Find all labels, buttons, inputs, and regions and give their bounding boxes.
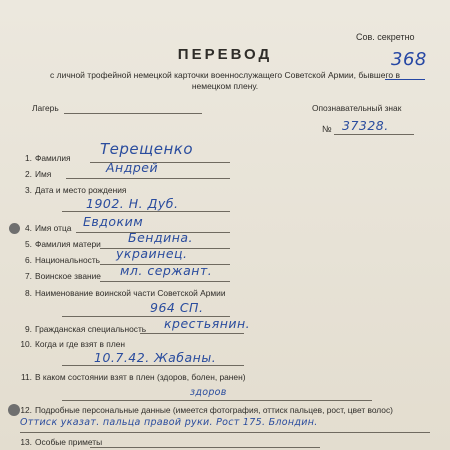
field-birth-line (62, 211, 230, 212)
field-details-label: 12. Подробные персональные данные (имеется фотография, оттиск пальцев, рост, цвет волос) (20, 405, 393, 415)
field-rank-value: мл. сержант. (120, 263, 213, 278)
tag-line (334, 134, 414, 135)
field-birth-label: 3. Дата и место рождения (25, 185, 127, 195)
punch-hole (9, 223, 20, 234)
field-profession-line (140, 333, 244, 334)
field-unit-label: 8. Наименование воинской части Советской Армии (25, 288, 226, 298)
field-marks-line (90, 447, 320, 448)
field-father-value: Евдоким (83, 214, 144, 229)
handwritten-document-number: 368 (391, 49, 427, 70)
field-captured-label: 10. Когда и где взят в плен (20, 339, 126, 349)
punch-hole (8, 404, 20, 416)
tag-number-sign: № (322, 124, 332, 134)
field-profession-value: крестьянин. (164, 316, 251, 331)
tag-number-value: 37328. (342, 118, 389, 133)
field-name-label: 2. Имя (25, 169, 52, 179)
document-subtitle: с личной трофейной немецкой карточки военнослужащего Советской Армии, бывшего в немецком плену. (50, 70, 400, 91)
field-father-label: 4. Имя отца (25, 223, 72, 233)
field-birth-value: 1902. Н. Дуб. (86, 196, 179, 211)
field-name-value: Андрей (106, 160, 159, 175)
field-details-line (20, 432, 430, 433)
field-condition-line (62, 400, 372, 401)
field-condition-value: здоров (190, 387, 227, 398)
field-rank-line (100, 281, 230, 282)
tag-label: Опознавательный знак (312, 103, 402, 113)
field-condition-label: 11. В каком состоянии взят в плен (здоров, болен, ранен) (20, 372, 246, 382)
field-rank-label: 7. Воинское звание (25, 271, 101, 281)
field-profession-label: 9. Гражданская специальность (25, 324, 147, 334)
field-surname-label: 1. Фамилия (25, 153, 71, 163)
field-name-line (66, 178, 230, 179)
camp-line (64, 113, 202, 114)
field-nationality-value: украинец. (116, 246, 188, 261)
camp-label: Лагерь (32, 103, 59, 113)
field-unit-value: 964 СП. (150, 300, 204, 315)
field-details-value: Оттиск указат. пальца правой руки. Рост 175. Блондин. (20, 417, 318, 428)
document-title: ПЕРЕВОД (177, 46, 273, 63)
secrecy-stamp: Сов. секретно (356, 32, 415, 42)
field-mother-label: 5. Фамилия матери (25, 239, 101, 249)
field-surname-value: Терещенко (100, 140, 194, 158)
field-nationality-label: 6. Национальность (25, 255, 101, 265)
field-mother-value: Бендина. (128, 230, 194, 245)
field-marks-label: 13. Особые приметы (20, 437, 103, 447)
field-captured-value: 10.7.42. Жабаны. (94, 350, 217, 365)
field-captured-line (62, 365, 244, 366)
